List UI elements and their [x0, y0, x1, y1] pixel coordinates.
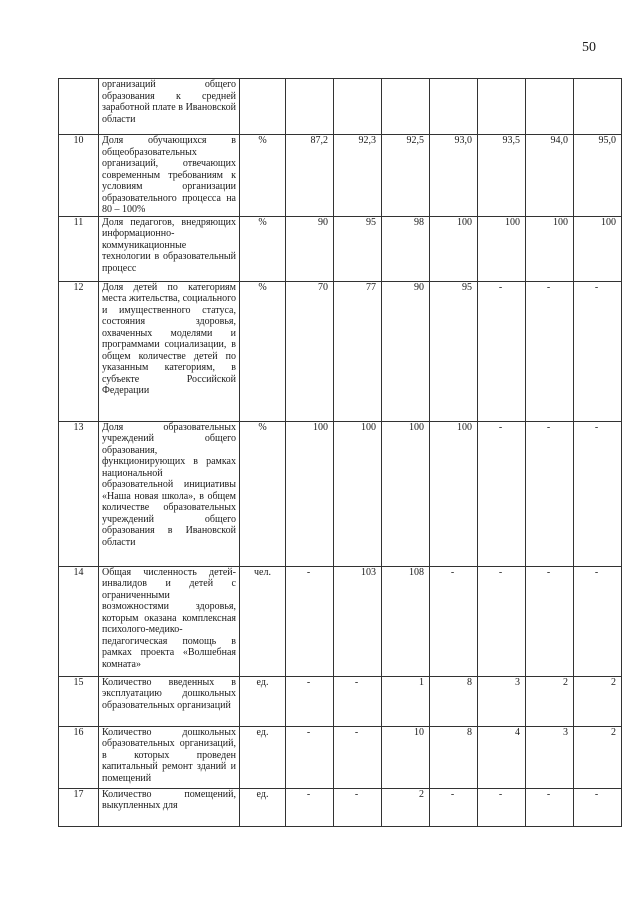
indicator-unit: %: [240, 281, 286, 421]
indicator-value: 100: [478, 216, 526, 281]
indicator-value: 3: [526, 726, 574, 788]
indicator-unit: ед.: [240, 726, 286, 788]
row-number: 12: [59, 281, 99, 421]
indicator-value: 95: [334, 216, 382, 281]
indicator-value: 2: [526, 676, 574, 726]
indicator-value: 92,5: [382, 135, 430, 217]
indicator-value: 100: [526, 216, 574, 281]
indicator-value: 8: [430, 676, 478, 726]
indicator-description: Доля педагогов, внедряющих информационно-коммуникационные технологии в образовательный процесс: [99, 216, 240, 281]
indicator-description: Доля образовательных учреждений общего образования, функционирующих в рамках национальной образовательной инициативы «Наша новая школа», в общем количестве образовательных учреждений общего образования в Ивановской области: [99, 421, 240, 566]
indicator-unit: %: [240, 216, 286, 281]
indicator-value: 94,0: [526, 135, 574, 217]
indicator-value: 100: [382, 421, 430, 566]
indicator-value: 70: [286, 281, 334, 421]
row-number: 15: [59, 676, 99, 726]
indicator-value: -: [478, 421, 526, 566]
row-number: 10: [59, 135, 99, 217]
indicator-unit: ед.: [240, 676, 286, 726]
indicator-value: -: [526, 281, 574, 421]
indicator-value: 4: [478, 726, 526, 788]
indicator-value: 2: [574, 676, 622, 726]
row-number: 11: [59, 216, 99, 281]
indicator-value: -: [430, 566, 478, 676]
indicator-value: 93,0: [430, 135, 478, 217]
indicator-description: Доля обучающихся в общеобразовательных организаций, отвечающих современным требованиям к условиям организации образовательного процесса на 80 – 100%: [99, 135, 240, 217]
indicator-value: 93,5: [478, 135, 526, 217]
table-row: [59, 281, 622, 421]
table-body: [59, 79, 622, 827]
indicator-value: -: [286, 566, 334, 676]
indicator-value: -: [478, 788, 526, 826]
indicator-description: организаций общего образования к средней заработной плате в Ивановской области: [99, 79, 240, 135]
table-row: [59, 135, 622, 217]
indicator-value: -: [526, 788, 574, 826]
table-row: [59, 421, 622, 566]
indicator-value: -: [526, 566, 574, 676]
table-row: [59, 676, 622, 726]
table-row: [59, 79, 622, 135]
page-number: 50: [582, 40, 596, 55]
indicator-value: -: [334, 788, 382, 826]
row-number: 13: [59, 421, 99, 566]
indicator-unit: чел.: [240, 566, 286, 676]
indicator-description: Общая численность детей-инвалидов и детей с ограниченными возможностями здоровья, которым оказана комплексная психолого-медико-педагогическая помощь в рамках проекта «Волшебная комната»: [99, 566, 240, 676]
indicator-value: 98: [382, 216, 430, 281]
indicator-value: 95: [430, 281, 478, 421]
indicator-value: 10: [382, 726, 430, 788]
indicator-value: 90: [286, 216, 334, 281]
table-row: [59, 566, 622, 676]
row-number: 17: [59, 788, 99, 826]
indicator-value: -: [574, 566, 622, 676]
indicator-value: [574, 79, 622, 135]
indicator-value: 103: [334, 566, 382, 676]
indicator-description: Количество введенных в эксплуатацию дошкольных образовательных организаций: [99, 676, 240, 726]
indicator-value: -: [574, 281, 622, 421]
indicator-value: [430, 79, 478, 135]
indicator-value: [526, 79, 574, 135]
indicator-value: 2: [382, 788, 430, 826]
indicator-value: -: [526, 421, 574, 566]
indicator-value: -: [430, 788, 478, 826]
indicator-value: 1: [382, 676, 430, 726]
indicator-value: -: [286, 676, 334, 726]
indicator-value: -: [574, 421, 622, 566]
indicator-unit: [240, 79, 286, 135]
row-number: 14: [59, 566, 99, 676]
indicators-table: [58, 78, 622, 827]
indicator-value: -: [286, 788, 334, 826]
table-row: [59, 216, 622, 281]
indicator-value: 8: [430, 726, 478, 788]
indicator-description: Количество помещений, выкупленных для: [99, 788, 240, 826]
indicator-value: 2: [574, 726, 622, 788]
indicator-value: -: [334, 726, 382, 788]
indicator-unit: ед.: [240, 788, 286, 826]
indicator-value: [286, 79, 334, 135]
indicator-value: 100: [286, 421, 334, 566]
indicator-description: Количество дошкольных образовательных организаций, в которых проведен капитальный ремонт зданий и помещений: [99, 726, 240, 788]
indicator-value: -: [334, 676, 382, 726]
indicator-value: 3: [478, 676, 526, 726]
indicator-value: 77: [334, 281, 382, 421]
indicator-value: -: [286, 726, 334, 788]
indicator-value: 92,3: [334, 135, 382, 217]
indicator-value: [478, 79, 526, 135]
indicator-value: 100: [574, 216, 622, 281]
indicator-value: [334, 79, 382, 135]
table-row: [59, 726, 622, 788]
indicator-value: 108: [382, 566, 430, 676]
indicator-value: 100: [430, 421, 478, 566]
row-number: 16: [59, 726, 99, 788]
indicator-value: 90: [382, 281, 430, 421]
table-row: [59, 788, 622, 826]
indicator-unit: %: [240, 421, 286, 566]
indicator-value: -: [574, 788, 622, 826]
indicator-description: Доля детей по категориям места жительства, социального и имущественного статуса, состояния здоровья, охваченных моделями и программами социализации, в общем количестве детей по указанным категориям, в субъекте Российской Федерации: [99, 281, 240, 421]
indicator-value: [382, 79, 430, 135]
indicator-value: -: [478, 281, 526, 421]
indicator-value: 87,2: [286, 135, 334, 217]
indicator-unit: %: [240, 135, 286, 217]
row-number: [59, 79, 99, 135]
indicator-value: 100: [334, 421, 382, 566]
indicator-value: 100: [430, 216, 478, 281]
indicator-value: 95,0: [574, 135, 622, 217]
indicator-value: -: [478, 566, 526, 676]
